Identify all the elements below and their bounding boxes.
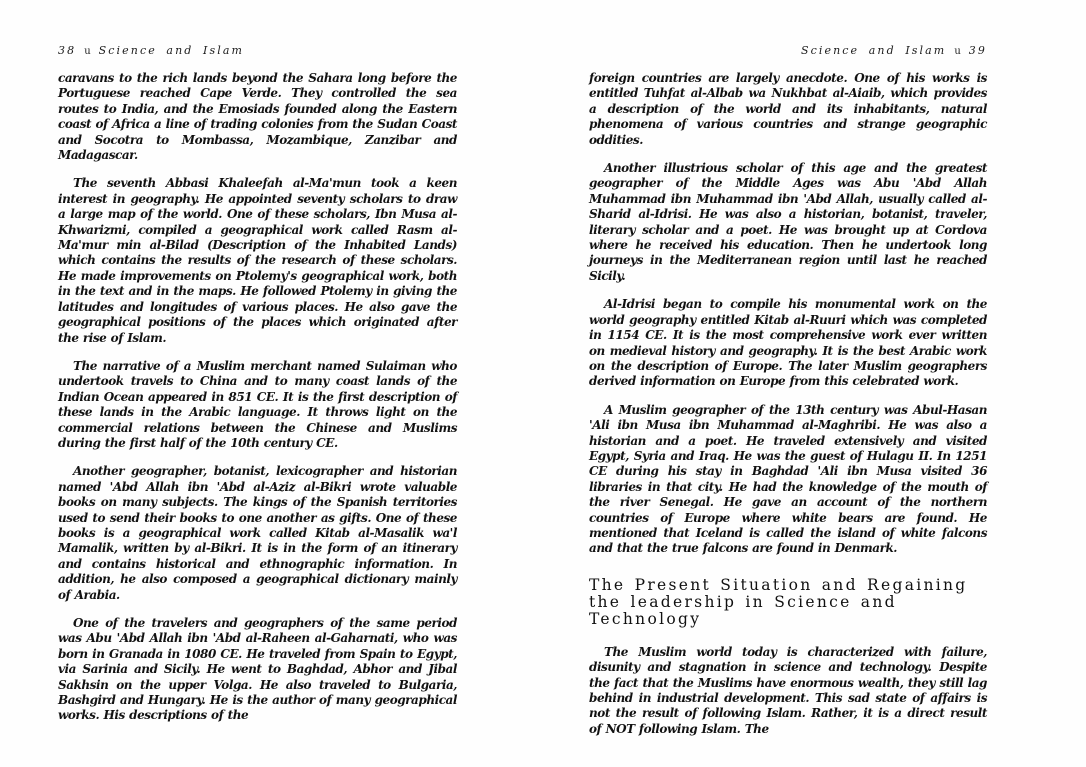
- paragraph: Al-Idrisi began to compile his monumental work on the world geography entitled Kitab al-Ruuri which was completed in 1154 CE. It is the most comprehensive work ever written on medieval history and geography. It is the best Arabic work on the description of Europe. The later Muslim geographers derived information on Europe from this celebrated work.: [589, 297, 987, 389]
- running-head-right: [589, 44, 987, 57]
- section-heading: The Present Situation and Regaining the leadership in Science and Technology: [589, 575, 968, 628]
- paragraph: The narrative of a Muslim merchant named Sulaiman who undertook travels to China and to many coast lands of the Indian Ocean appeared in 851 CE. It is the first description of these lands in the Arabic language. It throws light on the commercial relations between the Chinese and Muslims during the first half of the 10th century CE.: [58, 358, 457, 450]
- left-page-body: [58, 71, 457, 724]
- running-title-right: Science and Islam: [800, 44, 947, 57]
- paragraph: Another illustrious scholar of this age and the greatest geographer of the Middle Ages was Abu 'Abd Allah Muhammad ibn Muhammad ibn 'Abd Allah, usually called al-Sharid al-Idrisi. He was also a historian, botanist, traveler, literary scholar and a poet. He was brought up at Cordova where he received his education. Then he undertook long journeys in the Mediterranean region until last he reached Sicily.: [589, 161, 987, 283]
- paragraph: The seventh Abbasi Khaleefah al-Ma'mun took a keen interest in geography. He appointed seventy scholars to draw a large map of the world. One of these scholars, Ibn Musa al-Khwarizmi, compiled a geographical work called Rasm al-Ma'mur min al-Bilad (Description of the Inhabited Lands) which contains the results of the research of these scholars. He made improvements on Ptolemy's geographical work, both in the text and in the maps. He followed Ptolemy in giving the latitudes and longitudes of various places. He also gave the geographical positions of the places which originated after the rise of Islam.: [58, 176, 457, 345]
- paragraph: Another geographer, botanist, lexicographer and historian named 'Abd Allah ibn 'Abd al-Aziz al-Bikri wrote valuable books on many subjects. The kings of the Spanish territories used to send their books to one another as gifts. One of these books is a geographical work called Kitab al-Masalik wa'l Mamalik, written by al-Bikri. It is in the form of an itinerary and contains historical and ethnographic information. In addition, he also composed a geographical dictionary mainly of Arabia.: [58, 464, 457, 602]
- running-title-left: Science and Islam: [98, 44, 245, 57]
- paragraph: caravans to the rich lands beyond the Sahara long before the Portuguese reached Cape Verde. They controlled the sea routes to India, and the Emosiads founded along the Eastern coast of Africa a line of trading colonies from the Sudan Coast and Socotra to Mombassa, Mozambique, Zanzibar and Madagascar.: [58, 71, 457, 163]
- paragraph: One of the travelers and geographers of the same period was Abu 'Abd Allah ibn 'Abd al-Raheen al-Gaharnati, who was born in Granada in 1080 CE. He traveled from Spain to Egypt, via Sarinia and Sicily. He went to Baghdad, Abhor and Jibal Sakhsin on the upper Volga. He also traveled to Bulgaria, Bashgird and Hungary. He is the author of many geographical works. His descriptions of the: [58, 616, 457, 723]
- page-number-right: 39: [968, 44, 987, 57]
- page-38: [58, 44, 457, 737]
- fleuron-ornament-icon: u: [954, 46, 961, 57]
- paragraph: A Muslim geographer of the 13th century was Abul-Hasan 'Ali ibn Musa ibn Muhammad al-Maghribi. He was also a historian and a poet. He traveled extensively and visited Egypt, Syria and Iraq. He was the guest of Hulagu II. In 1251 CE during his stay in Baghdad 'Ali ibn Musa visited 36 libraries in that city. He had the knowledge of the mouth of the river Senegal. He gave an account of the northern countries of Europe where white bears are found. He mentioned that Iceland is called the island of white falcons and that the true falcons are found in Denmark.: [589, 402, 987, 556]
- page-number-left: 38: [58, 44, 77, 57]
- right-page-body: [589, 71, 987, 737]
- paragraph: foreign countries are largely anecdote. One of his works is entitled Tuhfat al-Albab wa Nukhbat al-Aiaib, which provides a description of the world and its inhabitants, natural phenomena of various countries and strange geographic oddities.: [589, 71, 987, 147]
- paragraph: The Muslim world today is characterized with failure, disunity and stagnation in science and technology. Despite the fact that the Muslims have enormous wealth, they still lag behind in industrial development. This sad state of affairs is not the result of following Islam. Rather, it is a direct result of NOT following Islam. The: [589, 644, 987, 736]
- fleuron-ornament-icon: u: [84, 46, 91, 57]
- page-39: [589, 44, 987, 750]
- running-head-left: [58, 44, 457, 57]
